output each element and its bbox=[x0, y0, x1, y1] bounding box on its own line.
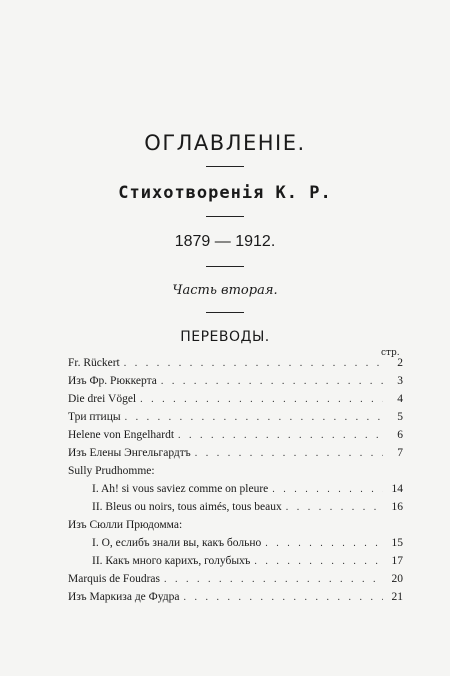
toc-entry bbox=[68, 357, 403, 375]
toc-page-number: 14 bbox=[391, 483, 403, 495]
page-column-header: стр. bbox=[381, 348, 400, 358]
toc-entry bbox=[68, 483, 403, 501]
section-heading: ПЕРЕВОДЫ. bbox=[180, 329, 270, 345]
table-of-contents bbox=[68, 357, 403, 609]
toc-entry-title: I. О, еслибъ знали вы, какъ больно bbox=[92, 537, 262, 549]
toc-entry bbox=[68, 447, 403, 465]
dot-leader bbox=[161, 376, 383, 387]
toc-entry-title: Helene von Engelhardt bbox=[68, 429, 175, 441]
toc-entry-title: Die drei Vögel bbox=[68, 393, 137, 405]
dot-leader bbox=[124, 358, 383, 369]
toc-page-number: 21 bbox=[391, 591, 403, 603]
toc-page-number: 2 bbox=[397, 357, 403, 369]
toc-entry-title: Fr. Rückert bbox=[68, 357, 120, 369]
toc-entry-title: II. Какъ много карихъ, голубыхъ bbox=[92, 555, 251, 567]
dot-leader bbox=[272, 484, 383, 495]
divider-3 bbox=[206, 266, 244, 267]
toc-entry-title: Изъ Сюлли Прюдомма: bbox=[68, 519, 183, 531]
toc-entry-title: I. Ah! si vous saviez comme on pleure bbox=[92, 483, 269, 495]
toc-page-number: 7 bbox=[397, 447, 403, 459]
toc-page-number: 20 bbox=[391, 573, 403, 585]
dot-leader bbox=[164, 574, 383, 585]
dot-leader bbox=[265, 538, 383, 549]
dot-leader bbox=[254, 556, 383, 567]
toc-page-number: 17 bbox=[391, 555, 403, 567]
toc-entry-title: Три птицы bbox=[68, 411, 121, 423]
years-range: 1879 — 1912. bbox=[174, 233, 276, 250]
toc-entry-title: II. Bleus ou noirs, tous aimés, tous beaux bbox=[92, 501, 282, 513]
dot-leader bbox=[286, 502, 383, 513]
toc-entry-title: Marquis de Foudras bbox=[68, 573, 160, 585]
toc-entry bbox=[68, 501, 403, 519]
toc-entry bbox=[68, 573, 403, 591]
toc-entry bbox=[68, 591, 403, 609]
toc-entry-title: Изъ Фр. Рюккерта bbox=[68, 375, 157, 387]
toc-page-number: 15 bbox=[391, 537, 403, 549]
part-heading: Часть вторая. bbox=[172, 283, 278, 298]
toc-entry bbox=[68, 393, 403, 411]
dot-leader bbox=[183, 592, 383, 603]
book-subtitle: Стихотворенія К. Р. bbox=[118, 183, 332, 203]
toc-entry bbox=[68, 537, 403, 555]
toc-entry bbox=[68, 429, 403, 447]
toc-page-number: 4 bbox=[397, 393, 403, 405]
toc-entry-title: Sully Prudhomme: bbox=[68, 465, 155, 477]
toc-entry bbox=[68, 555, 403, 573]
toc-page-number: 6 bbox=[397, 429, 403, 441]
dot-leader bbox=[140, 394, 383, 405]
dot-leader bbox=[125, 412, 383, 423]
dot-leader bbox=[195, 448, 383, 459]
toc-entry-title: Изъ Елены Энгельгардтъ bbox=[68, 447, 191, 459]
toc-page-number: 3 bbox=[397, 375, 403, 387]
toc-group-heading bbox=[68, 465, 403, 483]
toc-entry-title: Изъ Маркиза де Фудра bbox=[68, 591, 180, 603]
divider-1 bbox=[206, 166, 244, 167]
toc-entry bbox=[68, 375, 403, 393]
toc-entry bbox=[68, 411, 403, 429]
toc-page-number: 16 bbox=[391, 501, 403, 513]
divider-4 bbox=[206, 312, 244, 313]
dot-leader bbox=[178, 430, 383, 441]
divider-2 bbox=[206, 216, 244, 217]
page-title: ОГЛАВЛЕНІЕ. bbox=[144, 131, 306, 155]
toc-group-heading bbox=[68, 519, 403, 537]
toc-page-number: 5 bbox=[397, 411, 403, 423]
